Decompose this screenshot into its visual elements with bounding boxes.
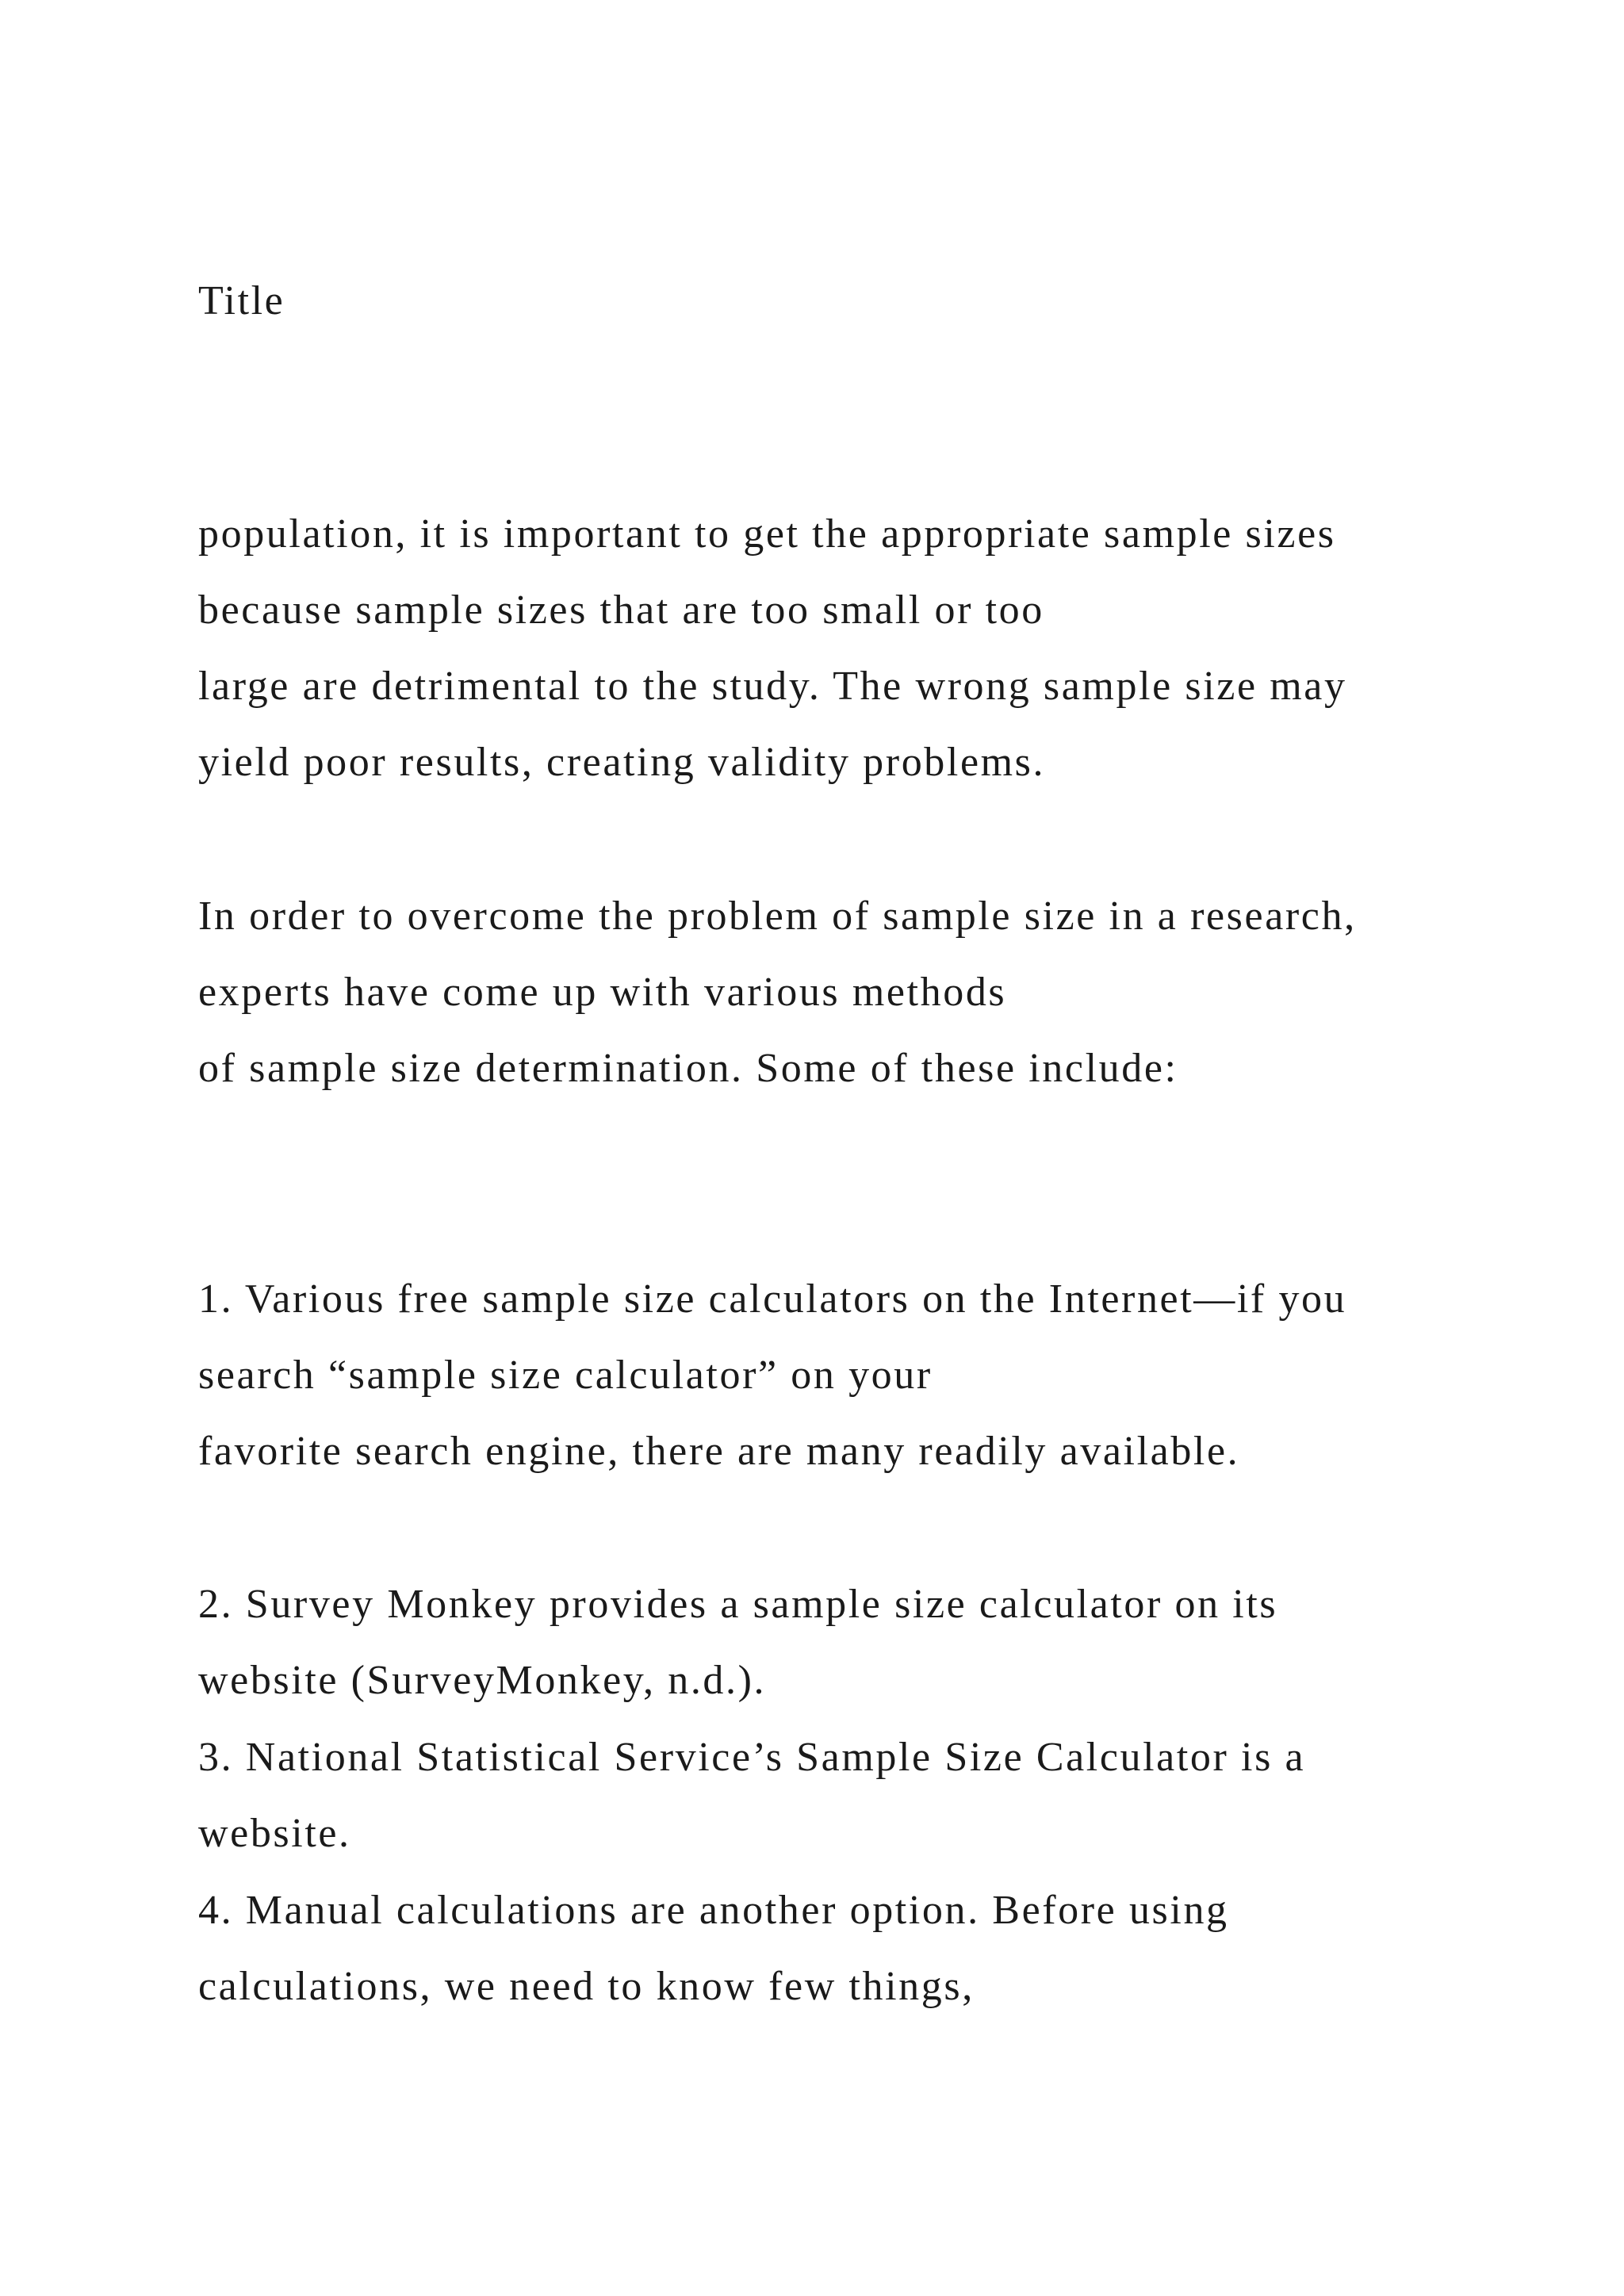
paragraph2-line2: experts have come up with various methods bbox=[198, 970, 1007, 1015]
paragraph1-line2: because sample sizes that are too small or too bbox=[198, 587, 1044, 633]
list-item1-line2: search “sample size calculator” on your bbox=[198, 1353, 933, 1398]
list-item2-line2: website (SurveyMonkey, n.d.). bbox=[198, 1658, 767, 1703]
list-item3-line1: 3. National Statistical Service’s Sample Size Calculator is a bbox=[198, 1735, 1306, 1780]
list-item3-line2: website. bbox=[198, 1811, 351, 1856]
list-item2-line1: 2. Survey Monkey provides a sample size calculator on its bbox=[198, 1582, 1278, 1627]
list-item1-line1: 1. Various free sample size calculators on the Internet—if you bbox=[198, 1276, 1347, 1322]
list-item4-line2: calculations, we need to know few things, bbox=[198, 1964, 975, 2009]
paragraph1-line3: large are detrimental to the study. The wrong sample size may bbox=[198, 664, 1347, 709]
paragraph2-line3: of sample size determination. Some of these include: bbox=[198, 1046, 1178, 1091]
document-title: Title bbox=[198, 278, 285, 323]
paragraph2-line1: In order to overcome the problem of sample size in a research, bbox=[198, 894, 1357, 939]
list-item4-line1: 4. Manual calculations are another option. Before using bbox=[198, 1888, 1229, 1933]
paragraph1-line1: population, it is important to get the appropriate sample sizes bbox=[198, 511, 1336, 557]
list-item1-line3: favorite search engine, there are many readily available. bbox=[198, 1429, 1240, 1474]
paragraph1-line4: yield poor results, creating validity problems. bbox=[198, 740, 1046, 785]
